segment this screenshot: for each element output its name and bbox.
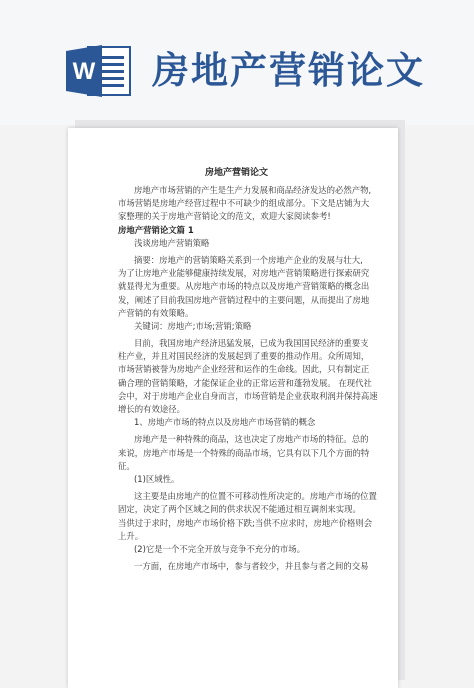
word-doc-icon — [66, 43, 134, 99]
body-text-line: 这主要是由房地产的位置不可移动性所决定的。房地产市场的位置 — [134, 491, 377, 502]
document-body — [118, 184, 388, 573]
body-text-line: 来说，房地产市场是一个特殊的商品市场，它具有以下几个方面的特 — [118, 447, 370, 458]
body-text-line: 征。 — [118, 460, 135, 471]
body-text-line: 柱产业，并且对国民经济的发展起到了重要的推动作用。众所周知， — [118, 351, 370, 362]
body-text-line: 为了让房地产业能够健康持续发展，对房地产营销策略进行探索研究 — [118, 268, 370, 279]
banner-title: 房地产营销论文 — [152, 49, 425, 92]
section-heading: 房地产营销论文篇 1 — [118, 224, 194, 235]
body-text-line: 产营销的有效策略。 — [118, 307, 194, 318]
body-text-line: 房地产市场营销的产生是生产力发展和商品经济发达的必然产物, — [134, 185, 372, 195]
banner — [0, 0, 474, 125]
body-text-line: (2)它是一个不完全开放与竞争不充分的市场。 — [134, 543, 305, 554]
body-text-line: 增长的有效途径。 — [118, 404, 185, 414]
body-text-line: 上升。 — [118, 530, 144, 541]
body-text-line: 市场营销被誉为房地产企业经营和运作的生命线。因此，只有制定正 — [118, 364, 370, 375]
body-text-line: 就显得尤为重要。从房地产市场的特点以及房地产营销策略的概念出 — [118, 281, 370, 292]
body-text-line: 确合理的营销策略，才能保证企业的正常运营和蓬勃发展。 在现代社 — [118, 377, 372, 388]
body-text-line: (1)区域性。 — [134, 473, 180, 484]
body-text-line: 固定，决定了两个区域之间的供求状况不能通过相互调剂来实现。 — [118, 504, 361, 515]
body-text-line: 市场营销是房地产经营过程中不可缺少的组成部分。下文是店铺为大 — [118, 198, 370, 209]
body-text-line: 房地产是一种特殊的商品，这也决定了房地产市场的特征。总的 — [134, 434, 369, 445]
body-text-line: 一方面，在房地产市场中，参与者较少，并且参与者之间的交易 — [134, 561, 369, 572]
body-text-line: 浅谈房地产营销策略 — [134, 237, 210, 248]
body-text-line: 会中，对于房地产企业自身而言，市场营销是企业获取利润并保持高速 — [118, 390, 378, 401]
body-text-line: 摘要：房地产的营销策略关系到一个房地产企业的发展与壮大, — [134, 254, 363, 265]
body-text-line: 目前，我国房地产经济迅猛发展，已成为我国国民经济的重要支 — [134, 338, 369, 349]
body-text-line: 当供过于求时，房地产市场价格下跌;当供不应求时，房地产价格则会 — [118, 517, 373, 528]
body-text-line: 1、房地产市场的特点以及房地产市场营销的概念 — [134, 417, 316, 428]
body-text-line: 发，阐述了目前我国房地产营销过程中的主要问题，从而提出了房地 — [118, 294, 370, 305]
document-title: 房地产营销论文 — [205, 168, 269, 178]
body-text-line: 关键词：房地产;市场;营销;策略 — [134, 320, 252, 331]
svg-text:W: W — [72, 58, 96, 85]
body-text-line: 家整理的关于房地产营销论文的范文，欢迎大家阅读参考! — [118, 211, 331, 222]
